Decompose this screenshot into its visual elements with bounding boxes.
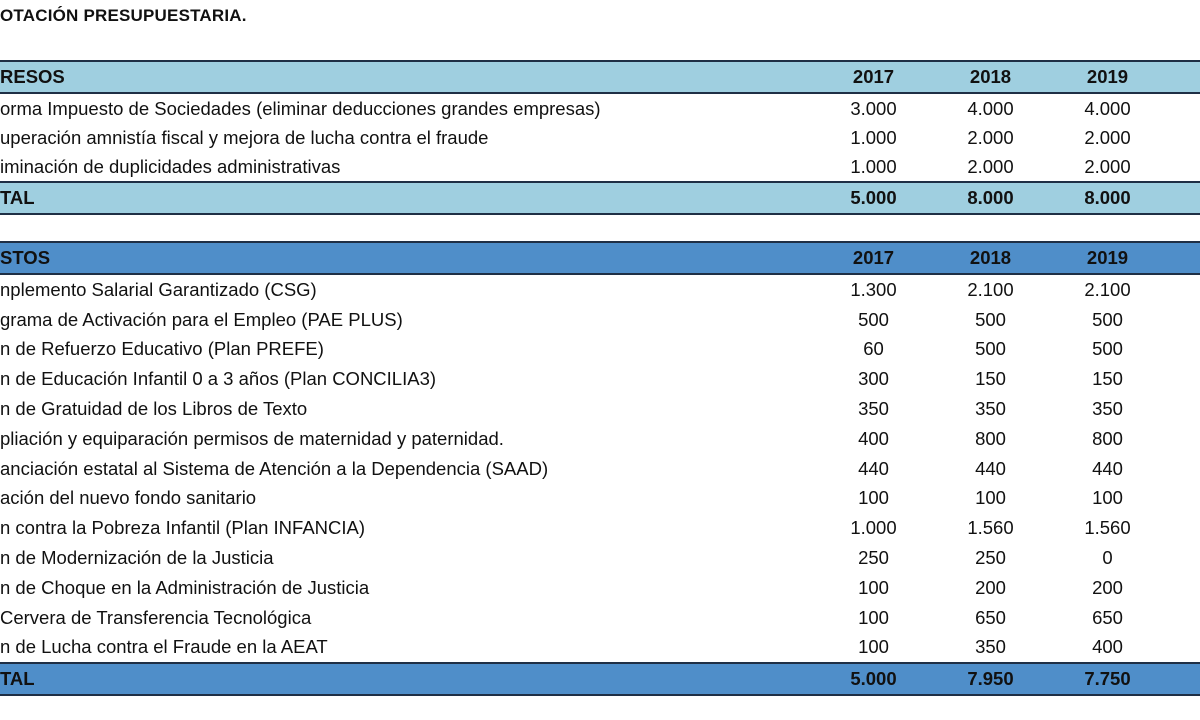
gastos-row-value: 100	[1092, 487, 1123, 509]
gastos-row-label: n contra la Pobreza Infantil (Plan INFANCIA)	[0, 517, 366, 539]
gastos-row-label: n de Modernización de la Justicia	[0, 547, 274, 569]
ingresos-row-value: 2.000	[1084, 155, 1131, 177]
gastos-row-value: 400	[858, 427, 889, 449]
ingresos-header-pad	[1166, 61, 1200, 93]
gastos-header-year: 2018	[932, 242, 1049, 274]
gastos-row-pad	[1166, 335, 1200, 365]
ingresos-row-label: uperación amnistía fiscal y mejora de lucha contra el fraude	[0, 126, 489, 148]
gastos-row-value: 200	[975, 576, 1006, 598]
ingresos-table	[0, 60, 1200, 215]
ingresos-header-label: RESOS	[0, 61, 815, 93]
gastos-table-row	[0, 364, 1200, 394]
gastos-row-pad	[1166, 543, 1200, 573]
gastos-row-value: 440	[858, 457, 889, 479]
ingresos-row-pad	[1166, 93, 1200, 123]
gastos-row-label: grama de Activación para el Empleo (PAE PLUS)	[0, 308, 403, 330]
ingresos-header-year: 2019	[1049, 61, 1166, 93]
gastos-total-label: TAL	[0, 663, 815, 695]
gastos-row-value: 350	[1092, 398, 1123, 420]
gastos-table-row	[0, 335, 1200, 365]
gastos-row-label: pliación y equiparación permisos de maternidad y paternidad.	[0, 427, 504, 449]
ingresos-total-value: 8.000	[932, 182, 1049, 214]
gastos-row-value: 1.560	[1084, 517, 1131, 539]
ingresos-total-value: 5.000	[815, 182, 932, 214]
gastos-table-row	[0, 543, 1200, 573]
gastos-row-pad	[1166, 394, 1200, 424]
gastos-table-row	[0, 633, 1200, 664]
gastos-row-label: n de Refuerzo Educativo (Plan PREFE)	[0, 338, 324, 360]
gastos-row-label: nplemento Salarial Garantizado (CSG)	[0, 278, 317, 300]
ingresos-header-row	[0, 61, 1200, 93]
gastos-row-value: 650	[1092, 606, 1123, 628]
gastos-row-value: 100	[975, 487, 1006, 509]
gastos-row-label: n de Choque en la Administración de Justicia	[0, 576, 370, 598]
gastos-header-label: STOS	[0, 242, 815, 274]
ingresos-total-label: TAL	[0, 182, 815, 214]
gastos-row-pad	[1166, 603, 1200, 633]
gastos-row-value: 500	[1092, 338, 1123, 360]
ingresos-row-value: 4.000	[967, 97, 1014, 119]
gastos-total-value: 7.750	[1049, 663, 1166, 695]
gastos-row-pad	[1166, 274, 1200, 305]
ingresos-row-value: 1.000	[850, 155, 897, 177]
gastos-table-row	[0, 484, 1200, 514]
gastos-table-row	[0, 274, 1200, 305]
gastos-row-value: 350	[975, 398, 1006, 420]
ingresos-row-value: 2.000	[1084, 126, 1131, 148]
ingresos-table-body	[0, 61, 1200, 214]
ingresos-table-row	[0, 123, 1200, 152]
gastos-total-value: 7.950	[932, 663, 1049, 695]
gastos-row-label: n de Lucha contra el Fraude en la AEAT	[0, 636, 328, 658]
ingresos-row-label: iminación de duplicidades administrativas	[0, 155, 341, 177]
gastos-row-value: 500	[858, 308, 889, 330]
gastos-row-pad	[1166, 454, 1200, 484]
gastos-row-pad	[1166, 305, 1200, 335]
gastos-row-value: 440	[1092, 457, 1123, 479]
gastos-row-pad	[1166, 633, 1200, 664]
gastos-row-value: 0	[1102, 547, 1113, 569]
gastos-row-value: 650	[975, 606, 1006, 628]
gastos-table-row	[0, 424, 1200, 454]
gastos-total-row	[0, 663, 1200, 695]
gastos-row-value: 100	[858, 636, 889, 658]
gastos-header-year: 2017	[815, 242, 932, 274]
gastos-table-row	[0, 603, 1200, 633]
gastos-total-value: 5.000	[815, 663, 932, 695]
gastos-row-value: 500	[975, 308, 1006, 330]
gastos-row-label: n de Gratuidad de los Libros de Texto	[0, 398, 308, 420]
ingresos-table-row	[0, 152, 1200, 182]
gastos-table-row	[0, 305, 1200, 335]
gastos-table-row	[0, 454, 1200, 484]
gastos-total-pad	[1166, 663, 1200, 695]
gastos-row-value: 500	[975, 338, 1006, 360]
gastos-row-label: Cervera de Transferencia Tecnológica	[0, 606, 312, 628]
ingresos-row-pad	[1166, 152, 1200, 182]
gastos-row-value: 250	[858, 547, 889, 569]
gastos-row-value: 100	[858, 576, 889, 598]
gastos-header-row	[0, 242, 1200, 274]
gastos-row-value: 400	[1092, 636, 1123, 658]
ingresos-header-year: 2018	[932, 61, 1049, 93]
gastos-header-pad	[1166, 242, 1200, 274]
gastos-row-value: 300	[858, 368, 889, 390]
document-title: OTACIÓN PRESUPUESTARIA.	[0, 6, 247, 25]
gastos-row-value: 250	[975, 547, 1006, 569]
gastos-row-value: 350	[858, 398, 889, 420]
gastos-row-value: 2.100	[967, 278, 1014, 300]
ingresos-header-year: 2017	[815, 61, 932, 93]
gastos-row-label: ación del nuevo fondo sanitario	[0, 487, 257, 509]
gastos-row-pad	[1166, 513, 1200, 543]
gastos-row-value: 150	[1092, 368, 1123, 390]
gastos-row-label: anciación estatal al Sistema de Atención a la Dependencia (SAAD)	[0, 457, 549, 479]
ingresos-row-label: orma Impuesto de Sociedades (eliminar deducciones grandes empresas)	[0, 97, 601, 119]
gastos-table-row	[0, 394, 1200, 424]
gastos-row-value: 200	[1092, 576, 1123, 598]
gastos-row-label: n de Educación Infantil 0 a 3 años (Plan CONCILIA3)	[0, 368, 437, 390]
gastos-row-pad	[1166, 424, 1200, 454]
gastos-row-value: 1.300	[850, 278, 897, 300]
gastos-row-value: 1.000	[850, 517, 897, 539]
gastos-row-value: 1.560	[967, 517, 1014, 539]
ingresos-row-value: 3.000	[850, 97, 897, 119]
gastos-row-value: 150	[975, 368, 1006, 390]
gastos-row-value: 2.100	[1084, 278, 1131, 300]
gastos-row-value: 100	[858, 487, 889, 509]
ingresos-row-value: 2.000	[967, 126, 1014, 148]
ingresos-row-value: 4.000	[1084, 97, 1131, 119]
gastos-table-body	[0, 242, 1200, 695]
gastos-row-pad	[1166, 484, 1200, 514]
gastos-table-row	[0, 513, 1200, 543]
ingresos-row-pad	[1166, 123, 1200, 152]
gastos-header-year: 2019	[1049, 242, 1166, 274]
ingresos-total-pad	[1166, 182, 1200, 214]
ingresos-table-row	[0, 93, 1200, 123]
gastos-row-value: 100	[858, 606, 889, 628]
gastos-row-value: 500	[1092, 308, 1123, 330]
gastos-row-pad	[1166, 573, 1200, 603]
gastos-row-value: 800	[1092, 427, 1123, 449]
ingresos-row-value: 2.000	[967, 155, 1014, 177]
gastos-table	[0, 241, 1200, 696]
gastos-row-value: 350	[975, 636, 1006, 658]
gastos-row-value: 440	[975, 457, 1006, 479]
ingresos-total-row	[0, 182, 1200, 214]
gastos-table-row	[0, 573, 1200, 603]
ingresos-row-value: 1.000	[850, 126, 897, 148]
ingresos-total-value: 8.000	[1049, 182, 1166, 214]
gastos-row-value: 60	[863, 338, 884, 360]
gastos-row-pad	[1166, 364, 1200, 394]
gastos-row-value: 800	[975, 427, 1006, 449]
